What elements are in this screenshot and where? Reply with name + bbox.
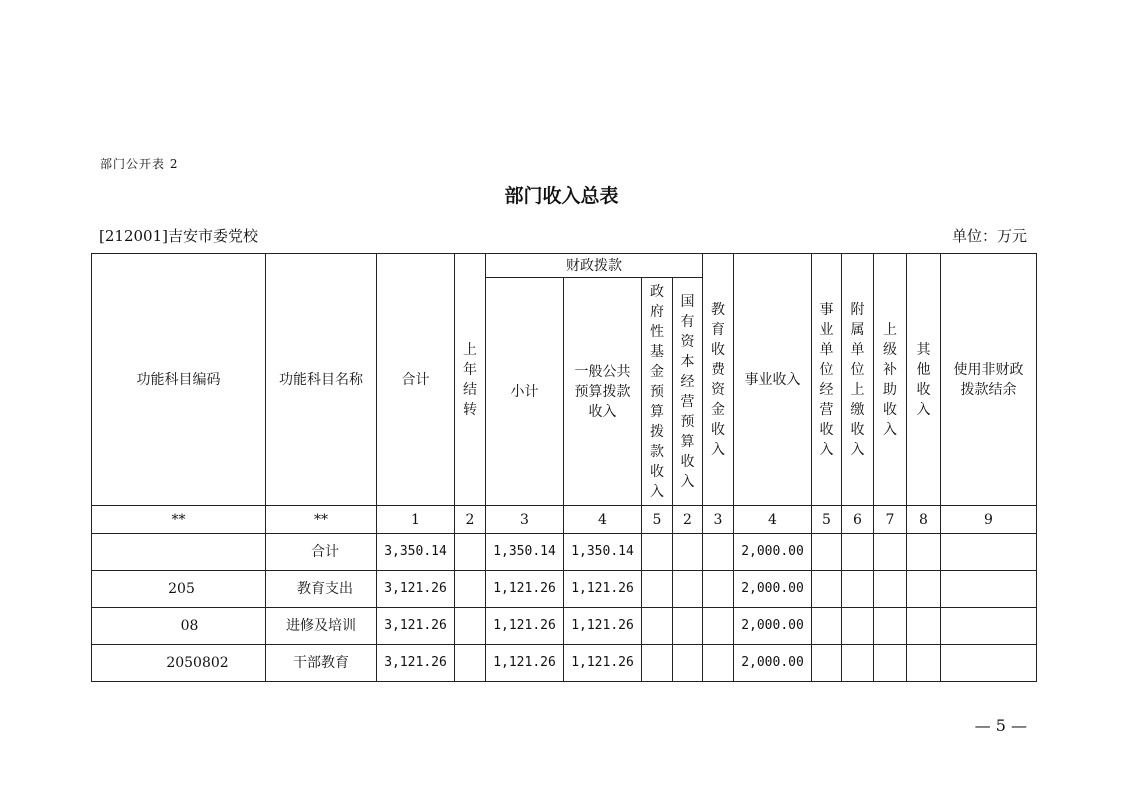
- cell-operating: [812, 608, 842, 645]
- cell-superior: [874, 571, 907, 608]
- index-cell: 2: [455, 506, 486, 534]
- cell-nonfiscal: [941, 534, 1037, 571]
- cell-other: [907, 571, 941, 608]
- cell-code: 2050802: [92, 645, 266, 682]
- header-subtotal: 小计: [486, 278, 564, 506]
- cell-edu: [703, 534, 734, 571]
- cell-code: 205: [92, 571, 266, 608]
- table-row: [92, 534, 1037, 571]
- cell-subtotal: 1,121.26: [486, 571, 564, 608]
- header-gov-fund: [642, 278, 673, 506]
- header-other-label: 其他收入: [916, 341, 931, 418]
- header-business: 事业收入: [734, 254, 812, 506]
- index-cell: 2: [673, 506, 703, 534]
- cell-total: 3,350.14: [377, 534, 455, 571]
- header-operating: [812, 254, 842, 506]
- header-affiliated-label: 附属单位上缴收入: [850, 301, 865, 458]
- header-fiscal-group: 财政拨款: [486, 254, 703, 278]
- header-operating-label: 事业单位经营收入: [819, 301, 834, 458]
- cell-state: [673, 608, 703, 645]
- cell-other: [907, 608, 941, 645]
- cell-subtotal: 1,121.26: [486, 645, 564, 682]
- header-state-capital-label: 国有资本经营预算收入: [680, 293, 695, 490]
- cell-general: 1,121.26: [564, 645, 642, 682]
- cell-affiliated: [842, 608, 874, 645]
- cell-name: 教育支出: [266, 571, 377, 608]
- cell-business: 2,000.00: [734, 571, 812, 608]
- header-affiliated: [842, 254, 874, 506]
- index-cell: 7: [874, 506, 907, 534]
- cell-nonfiscal: [941, 645, 1037, 682]
- header-prev-year-label: 上年结转: [463, 341, 477, 418]
- cell-edu: [703, 571, 734, 608]
- index-cell: 9: [941, 506, 1037, 534]
- header-non-fiscal: [941, 254, 1037, 506]
- cell-gov: [642, 534, 673, 571]
- cell-affiliated: [842, 534, 874, 571]
- cell-other: [907, 645, 941, 682]
- header-general-budget: [564, 278, 642, 506]
- cell-affiliated: [842, 571, 874, 608]
- cell-code: [92, 534, 266, 571]
- cell-gov: [642, 571, 673, 608]
- index-cell: 1: [377, 506, 455, 534]
- cell-superior: [874, 534, 907, 571]
- cell-total: 3,121.26: [377, 645, 455, 682]
- cell-total: 3,121.26: [377, 571, 455, 608]
- cell-name: 干部教育: [266, 645, 377, 682]
- index-cell: **: [92, 506, 266, 534]
- header-superior-label: 上级补助收入: [883, 321, 897, 438]
- header-superior: [874, 254, 907, 506]
- unit-label: 单位：万元: [951, 227, 1027, 245]
- table-row: [92, 645, 1037, 682]
- cell-subtotal: 1,350.14: [486, 534, 564, 571]
- form-label: 部门公开表 2: [100, 157, 179, 171]
- organization-name: [212001]吉安市委党校: [99, 227, 258, 245]
- cell-prev: [455, 608, 486, 645]
- header-row-1: [92, 254, 1037, 278]
- index-cell: 4: [564, 506, 642, 534]
- cell-prev: [455, 534, 486, 571]
- cell-name: 合计: [266, 534, 377, 571]
- cell-business: 2,000.00: [734, 645, 812, 682]
- cell-operating: [812, 645, 842, 682]
- cell-business: 2,000.00: [734, 608, 812, 645]
- cell-prev: [455, 645, 486, 682]
- header-non-fiscal-label: 使用非财政拨款结余: [953, 361, 1024, 398]
- index-cell: 3: [486, 506, 564, 534]
- cell-nonfiscal: [941, 571, 1037, 608]
- index-cell: 5: [642, 506, 673, 534]
- index-cell: **: [266, 506, 377, 534]
- cell-superior: [874, 645, 907, 682]
- index-cell: 8: [907, 506, 941, 534]
- cell-other: [907, 534, 941, 571]
- income-summary-table: [91, 253, 1037, 682]
- cell-gov: [642, 608, 673, 645]
- cell-general: 1,350.14: [564, 534, 642, 571]
- cell-operating: [812, 571, 842, 608]
- cell-superior: [874, 608, 907, 645]
- cell-nonfiscal: [941, 608, 1037, 645]
- cell-operating: [812, 534, 842, 571]
- cell-total: 3,121.26: [377, 608, 455, 645]
- cell-code: 08: [92, 608, 266, 645]
- cell-prev: [455, 571, 486, 608]
- header-other: [907, 254, 941, 506]
- cell-edu: [703, 645, 734, 682]
- header-state-capital: [673, 278, 703, 506]
- cell-state: [673, 571, 703, 608]
- index-cell: 5: [812, 506, 842, 534]
- cell-edu: [703, 608, 734, 645]
- index-cell: 4: [734, 506, 812, 534]
- table-row: [92, 571, 1037, 608]
- index-cell: 6: [842, 506, 874, 534]
- cell-state: [673, 645, 703, 682]
- cell-general: 1,121.26: [564, 608, 642, 645]
- cell-gov: [642, 645, 673, 682]
- table-row: [92, 608, 1037, 645]
- cell-general: 1,121.26: [564, 571, 642, 608]
- page-title: 部门收入总表: [504, 185, 619, 207]
- header-gov-fund-label: 政府性基金预算拨款收入: [650, 283, 664, 500]
- cell-state: [673, 534, 703, 571]
- header-edu-fee: [703, 254, 734, 506]
- header-edu-fee-label: 教育收费资金收入: [711, 301, 725, 458]
- index-row: [92, 506, 1037, 534]
- header-total: 合计: [377, 254, 455, 506]
- cell-business: 2,000.00: [734, 534, 812, 571]
- cell-name: 进修及培训: [266, 608, 377, 645]
- page-number: — 5 —: [974, 716, 1027, 735]
- cell-affiliated: [842, 645, 874, 682]
- index-cell: 3: [703, 506, 734, 534]
- cell-subtotal: 1,121.26: [486, 608, 564, 645]
- header-name: 功能科目名称: [266, 254, 377, 506]
- header-code: 功能科目编码: [92, 254, 266, 506]
- header-prev-year: [455, 254, 486, 506]
- header-general-budget-label: 一般公共预算拨款收入: [574, 363, 631, 420]
